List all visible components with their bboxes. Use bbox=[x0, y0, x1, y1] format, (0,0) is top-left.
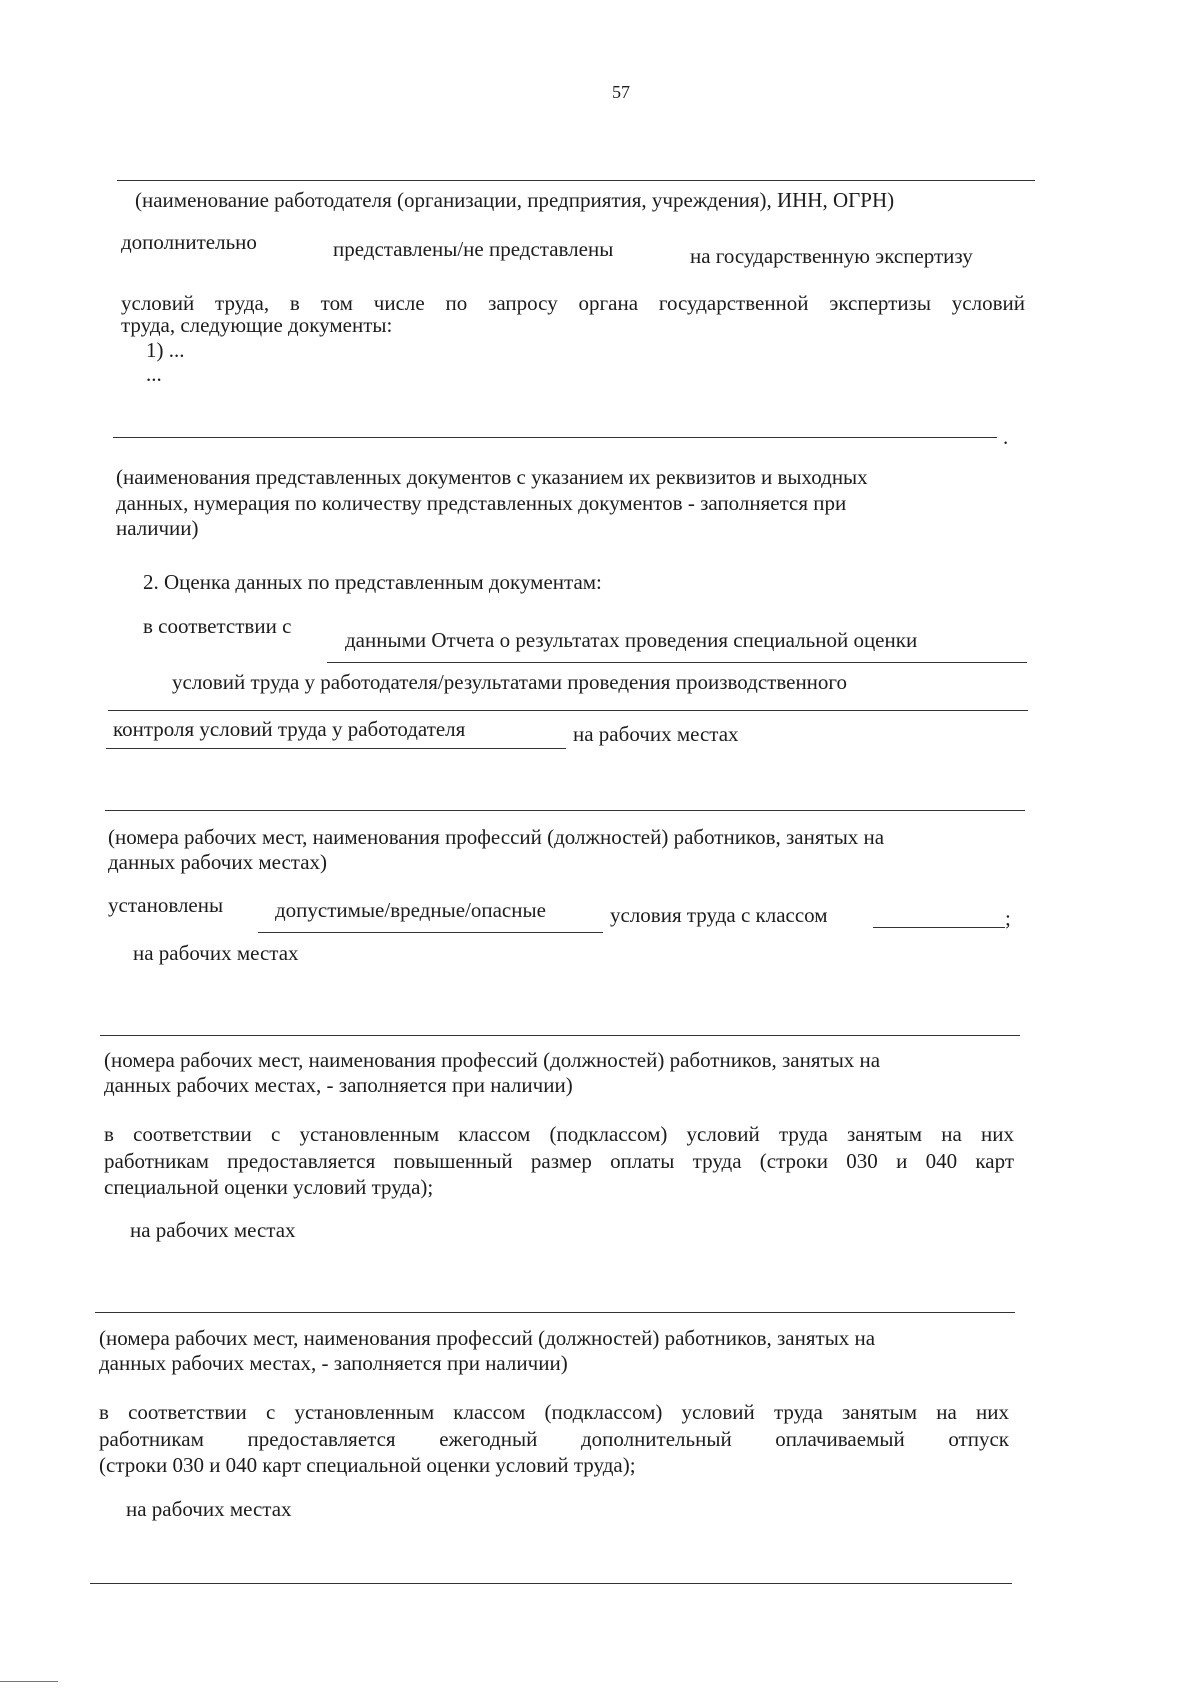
at-workplaces-inline: на рабочих местах bbox=[573, 722, 739, 746]
established-choice: допустимые/вредные/опасные bbox=[275, 898, 546, 922]
page-number: 57 bbox=[612, 82, 630, 102]
at-workplaces-2: на рабочих местах bbox=[133, 941, 299, 965]
leave-paragraph-line-3: (строки 030 и 040 карт специальной оценки условий труда); bbox=[99, 1453, 636, 1477]
established-prefix: установлены bbox=[108, 893, 224, 917]
submitted-suffix: на государственную экспертизу bbox=[690, 244, 973, 268]
workplaces-caption-3-line-2: данных рабочих местах, - заполняется при наличии) bbox=[99, 1351, 568, 1375]
workplaces-fill-line-2 bbox=[100, 1035, 1020, 1036]
documents-caption-line-3: наличии) bbox=[116, 516, 199, 540]
at-workplaces-4: на рабочих местах bbox=[126, 1497, 292, 1521]
leave-paragraph-line-1: в соответствии с установленным классом (подклассом) условий труда занятым на них bbox=[99, 1400, 1009, 1424]
accordance-underline-1 bbox=[327, 662, 1027, 663]
submitted-line-1: условий труда, в том числе по запросу органа государственной экспертизы условий bbox=[121, 291, 1025, 315]
scan-artifact bbox=[0, 1681, 58, 1682]
workplaces-caption-1-line-1: (номера рабочих мест, наименования профессий (должностей) работников, занятых на bbox=[108, 825, 885, 849]
accordance-line-3: контроля условий труда у работодателя bbox=[113, 717, 466, 741]
established-underline bbox=[258, 932, 603, 933]
employer-fill-line bbox=[117, 180, 1035, 181]
documents-caption-line-2: данных, нумерация по количеству представленных документов - заполняется при bbox=[116, 491, 847, 515]
documents-caption-line-1: (наименования представленных документов с указанием их реквизитов и выходных bbox=[116, 465, 868, 489]
list-item-1: 1) ... bbox=[146, 338, 185, 362]
workplaces-caption-2-line-2: данных рабочих местах, - заполняется при наличии) bbox=[104, 1073, 573, 1097]
class-fill-line bbox=[873, 927, 1005, 928]
at-workplaces-3: на рабочих местах bbox=[130, 1218, 296, 1242]
pay-paragraph-line-2: работникам предоставляется повышенный размер оплаты труда (строки 030 и 040 карт bbox=[104, 1149, 1014, 1173]
section-2-title: 2. Оценка данных по представленным документам: bbox=[143, 570, 602, 594]
employer-caption: (наименование работодателя (организации, предприятия, учреждения), ИНН, ОГРН) bbox=[135, 188, 895, 212]
documents-fill-line bbox=[113, 437, 997, 438]
submitted-choice: представлены/не представлены bbox=[333, 237, 614, 261]
accordance-underline-2 bbox=[108, 710, 1028, 711]
submitted-prefix: дополнительно bbox=[121, 230, 257, 254]
workplaces-caption-1-line-2: данных рабочих местах) bbox=[108, 850, 328, 874]
workplaces-fill-line-4 bbox=[90, 1583, 1012, 1584]
workplaces-fill-line-3 bbox=[95, 1312, 1015, 1313]
workplaces-fill-line-1 bbox=[105, 810, 1025, 811]
leave-paragraph-line-2: работникам предоставляется ежегодный дополнительный оплачиваемый отпуск bbox=[99, 1427, 1009, 1451]
accordance-line-2: условий труда у работодателя/результатами проведения производственного bbox=[172, 670, 848, 694]
pay-paragraph-line-3: специальной оценки условий труда); bbox=[104, 1175, 434, 1199]
workplaces-caption-3-line-1: (номера рабочих мест, наименования профессий (должностей) работников, занятых на bbox=[99, 1326, 876, 1350]
established-suffix: условия труда с классом bbox=[610, 903, 828, 927]
established-end: ; bbox=[1005, 906, 1011, 930]
accordance-prefix: в соответствии с bbox=[143, 614, 292, 638]
submitted-line-2: труда, следующие документы: bbox=[121, 313, 393, 337]
workplaces-caption-2-line-1: (номера рабочих мест, наименования профессий (должностей) работников, занятых на bbox=[104, 1048, 881, 1072]
accordance-line-1: данными Отчета о результатах проведения специальной оценки bbox=[345, 628, 918, 652]
accordance-underline-3 bbox=[106, 748, 566, 749]
list-item-2: ... bbox=[146, 362, 162, 386]
documents-trailing-dot: . bbox=[1003, 425, 1009, 449]
pay-paragraph-line-1: в соответствии с установленным классом (подклассом) условий труда занятым на них bbox=[104, 1122, 1014, 1146]
